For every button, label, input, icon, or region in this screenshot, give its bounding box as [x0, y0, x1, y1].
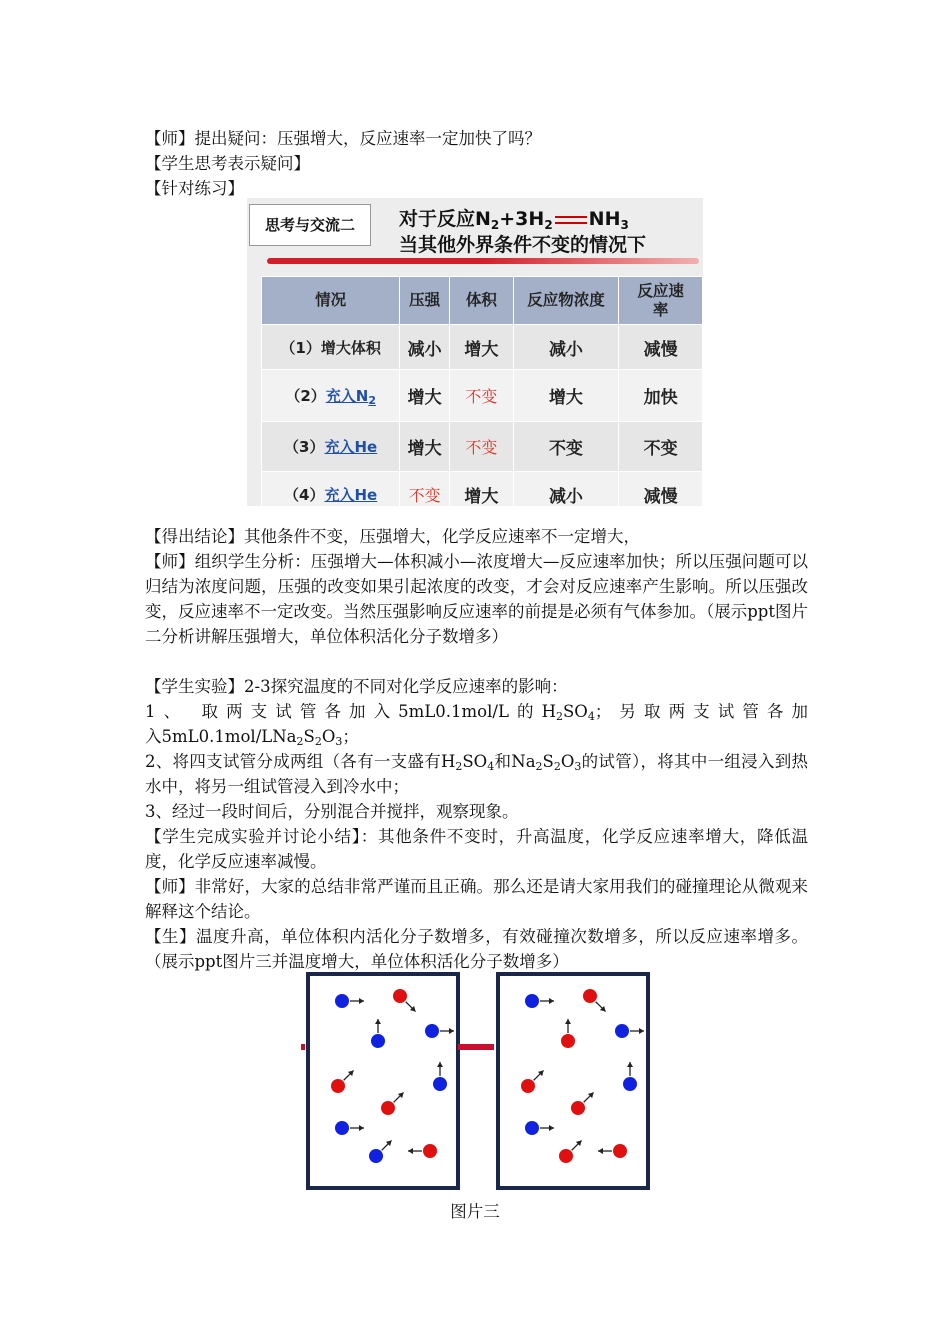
para-step3: 3、经过一段时间后，分别混合并搅拌，观察现象。: [145, 802, 519, 821]
molecule-icon: [561, 1019, 575, 1048]
molecule-icon: [521, 1070, 544, 1093]
cell: 增大: [513, 370, 618, 422]
molecule-figure: [300, 968, 650, 1190]
molecule-icon: [408, 1144, 437, 1158]
para-step2: 2、将四支试管分成两组（各有一支盛有$H_2SO_4$和$Na_2S_2O_3$的试管），将其中一组浸入到热水中，将另一组试管浸入到冷水中；: [145, 752, 808, 796]
molecule-icon: [369, 1140, 392, 1163]
cell: 增大: [400, 422, 450, 472]
molecule-icon: [623, 1062, 637, 1091]
cell: 增大: [450, 325, 514, 370]
cell: 加快: [619, 370, 703, 422]
molecule-icon: [598, 1144, 627, 1158]
cell: 不变: [400, 472, 450, 507]
cell: 不变: [450, 370, 514, 422]
row-label: （1）增大体积: [262, 325, 400, 370]
cell: 不变: [619, 422, 703, 472]
para-student-doubt: 【学生思考表示疑问】: [145, 154, 310, 173]
slide-heading-condition: 当其他外界条件不变的情况下: [399, 234, 647, 256]
equilibrium-sign: [555, 216, 587, 224]
cell: 增大: [400, 370, 450, 422]
molecule-icon: [433, 1062, 447, 1091]
container-left: [306, 972, 460, 1190]
pressure-table: [261, 276, 703, 506]
header-cell: 反应速率: [619, 277, 703, 325]
para-conclusion: 【得出结论】其他条件不变，压强增大，化学反应速率不一定增大，: [145, 527, 640, 546]
molecule-icon: [571, 1092, 594, 1115]
para-summary: 【学生完成实验并讨论小结】：其他条件不变时，升高温度，化学反应速率增大，降低温度，化学反应速率减慢。: [145, 827, 808, 871]
para-experiment: 【学生实验】2-3探究温度的不同对化学反应速率的影响：: [145, 677, 568, 696]
cell: 不变: [513, 422, 618, 472]
cell: 增大: [450, 472, 514, 507]
para-student-answer: 【生】温度升高，单位体积内活化分子数增多，有效碰撞次数增多，所以反应速率增多。（展示ppt图片三并温度增大，单位体积活化分子数增多）: [145, 927, 808, 971]
table-header-row: [262, 277, 703, 325]
para-question: 【师】提出疑问：压强增大，反应速率一定加快了吗？: [145, 129, 541, 148]
think-label: 思考与交流二: [249, 204, 371, 246]
molecule-icon: [331, 1070, 354, 1093]
row-label: （3）充入He: [262, 422, 400, 472]
molecule-icon: [335, 994, 364, 1008]
table-row: [262, 325, 703, 370]
header-cell: 情况: [262, 277, 400, 325]
molecule-icon: [425, 1024, 454, 1038]
header-cell: 反应物浓度: [513, 277, 618, 325]
cell: 减小: [513, 325, 618, 370]
cell: 减小: [400, 325, 450, 370]
molecule-icon: [381, 1092, 404, 1115]
header-cell: 压强: [400, 277, 450, 325]
connector-stub: [301, 1044, 305, 1050]
container-right: [496, 972, 650, 1190]
molecule-icon: [525, 994, 554, 1008]
table-row: [262, 472, 703, 507]
molecule-icon: [335, 1121, 364, 1135]
molecules-right: [500, 976, 646, 1186]
para-step1: 1、 取两支试管各加入5mL0.1mol/L的$H_2SO_4$；另取两支试管各加 入$5mL0.1mol/LNa_2S_2O_3$；: [145, 702, 808, 748]
table-row: [262, 422, 703, 472]
row-label: （2）充入$N_2$: [262, 370, 400, 422]
para-teacher-analysis: 【师】组织学生分析：压强增大—体积减小—浓度增大—反应速率加快；所以压强问题可以归结为浓度问题，压强的改变如果引起浓度的改变，才会对反应速率产生影响。所以压强改变，反应速率不一定改变。当然压强影响反应速率的前提是必须有气体参加。（展示ppt图片二分析讲解压强增大，单位体积活化分子数增多）: [145, 552, 809, 646]
molecule-icon: [615, 1024, 644, 1038]
molecule-icon: [371, 1019, 385, 1048]
molecule-icon: [559, 1140, 582, 1163]
ppt-slide-image: [247, 198, 703, 506]
molecule-icon: [393, 989, 416, 1012]
header-cell: 体积: [450, 277, 514, 325]
para-practice: 【针对练习】: [145, 179, 244, 198]
molecules-left: [310, 976, 456, 1186]
molecule-icon: [583, 989, 606, 1012]
para-teacher-praise: 【师】非常好，大家的总结非常严谨而且正确。那么还是请大家用我们的碰撞理论从微观来解释这个结论。: [145, 877, 808, 921]
cell: 减慢: [619, 325, 703, 370]
cell: 不变: [450, 422, 514, 472]
cell: 减慢: [619, 472, 703, 507]
molecule-icon: [525, 1121, 554, 1135]
red-divider: [267, 258, 699, 264]
slide-heading-reaction: 对于反应$N_2+3H_2$ $NH_3$: [399, 208, 629, 232]
row-label: （4）充入He: [262, 472, 400, 507]
cell: 减小: [513, 472, 618, 507]
table-row: [262, 370, 703, 422]
connector-bar: [458, 1044, 494, 1050]
figure-caption: 图片三: [450, 1202, 500, 1221]
